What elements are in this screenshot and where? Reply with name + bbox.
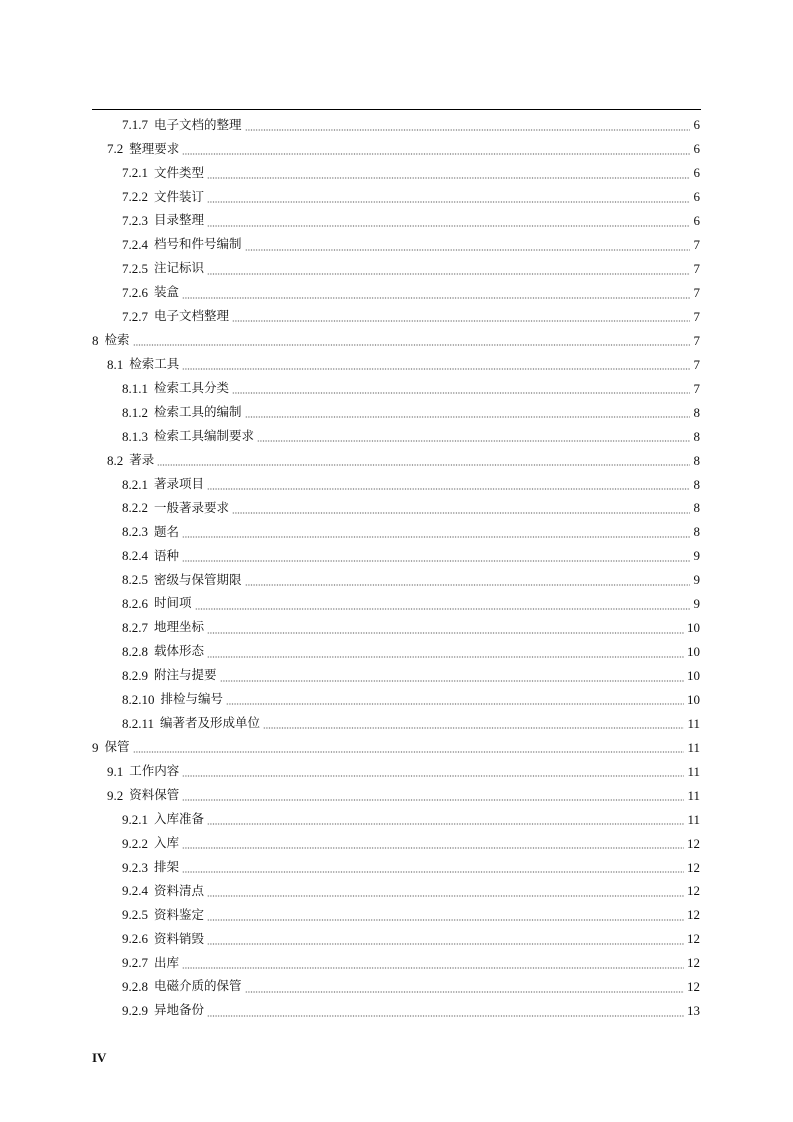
toc-entry-title: 检索工具 [129,356,180,372]
toc-entry[interactable] [92,424,700,448]
toc-entry-page: 12 [687,859,700,875]
toc-entry-page: 6 [693,165,700,181]
dot-leader [133,745,685,753]
dot-leader [182,961,684,969]
toc-entry-page: 10 [687,691,700,707]
toc-entry-number: 8.2.10 [122,691,155,707]
dot-leader [182,530,690,538]
toc-entry-page: 8 [693,476,700,492]
dot-leader [245,410,690,418]
header-rule [92,109,701,110]
toc-entry-title: 电子文档的整理 [154,116,242,132]
toc-entry[interactable] [92,831,700,855]
dot-leader [195,602,690,610]
dot-leader [182,793,684,801]
toc-entry-number: 9.2.5 [122,907,148,923]
toc-entry[interactable] [92,759,700,783]
toc-entry-number: 9.2.1 [122,811,148,827]
table-of-contents [92,113,700,1023]
dot-leader [182,362,690,370]
toc-entry-page: 6 [693,213,700,229]
dot-leader [245,123,690,131]
toc-entry-number: 8.2.3 [122,524,148,540]
dot-leader [207,937,684,945]
dot-leader [232,386,690,394]
toc-entry-page: 7 [693,237,700,253]
dot-leader [220,674,684,682]
toc-entry[interactable] [92,688,700,712]
toc-entry-page: 7 [693,380,700,396]
toc-entry-number: 7.2.4 [122,237,148,253]
toc-entry-page: 7 [693,356,700,372]
dot-leader [182,291,690,299]
toc-entry-title: 附注与提要 [154,667,217,683]
dot-leader [263,721,684,729]
toc-entry-number: 9.2 [107,787,124,803]
toc-entry[interactable] [92,496,700,520]
dot-leader [232,314,690,322]
toc-entry-page: 11 [687,811,700,827]
toc-entry-number: 9.2.8 [122,979,148,995]
dot-leader [226,697,684,705]
toc-entry-number: 8.1 [107,356,124,372]
toc-entry-page: 7 [693,285,700,301]
toc-entry-number: 9.2.2 [122,835,148,851]
toc-entry-number: 7.2.6 [122,285,148,301]
toc-entry-page: 11 [687,763,700,779]
toc-entry-title: 一般著录要求 [154,499,230,515]
toc-entry-page: 8 [693,404,700,420]
toc-entry-number: 7.2.5 [122,261,148,277]
toc-entry-title: 档号和件号编制 [154,236,242,252]
dot-leader [207,889,684,897]
toc-entry[interactable] [92,592,700,616]
toc-entry-page: 10 [687,668,700,684]
toc-entry-title: 载体形态 [154,643,205,659]
page-number: IV [92,1050,107,1065]
toc-entry-number: 7.2 [107,141,124,157]
toc-entry-number: 8.2 [107,452,124,468]
toc-entry[interactable] [92,185,700,209]
dot-leader [245,578,690,586]
dot-leader [207,195,690,203]
dot-leader [182,865,684,873]
toc-entry-title: 题名 [154,523,180,539]
toc-entry-number: 8 [92,332,99,348]
dot-leader [207,650,684,658]
toc-entry-number: 8.2.9 [122,668,148,684]
toc-entry-title: 文件装订 [154,188,205,204]
toc-entry-number: 9.2.3 [122,859,148,875]
toc-entry-page: 6 [693,117,700,133]
toc-entry-title: 检索 [104,332,130,348]
toc-entry-number: 7.2.3 [122,213,148,229]
toc-entry-page: 12 [687,883,700,899]
toc-entry-number: 8.2.7 [122,620,148,636]
toc-entry-number: 7.2.1 [122,165,148,181]
toc-entry-page: 12 [687,907,700,923]
toc-entry[interactable] [92,352,700,376]
toc-entry-page: 8 [693,428,700,444]
toc-entry[interactable] [92,903,700,927]
toc-entry-number: 8.1.1 [122,380,148,396]
toc-entry-page: 12 [687,835,700,851]
toc-entry-page: 12 [687,979,700,995]
toc-entry[interactable] [92,807,700,831]
toc-entry[interactable] [92,616,700,640]
dot-leader [257,434,690,442]
toc-entry-title: 著录 [129,451,155,467]
toc-entry-number: 8.2.11 [122,715,155,731]
toc-entry-title: 入库 [154,834,180,850]
toc-entry-number: 8.2.6 [122,596,148,612]
toc-entry[interactable] [92,257,700,281]
toc-entry-title: 地理坐标 [154,619,205,635]
toc-entry-title: 时间项 [154,595,192,611]
toc-entry-title: 出库 [154,954,180,970]
toc-entry-page: 7 [693,332,700,348]
toc-entry-page: 11 [687,739,700,755]
toc-entry-number: 8.2.2 [122,500,148,516]
toc-entry-number: 8.1.3 [122,428,148,444]
toc-entry-number: 7.2.7 [122,308,148,324]
toc-entry[interactable] [92,328,700,352]
toc-entry-title: 编著者及形成单位 [160,715,261,731]
toc-entry-number: 9.1 [107,763,124,779]
toc-entry-number: 9 [92,739,99,755]
dot-leader [245,243,690,251]
toc-entry[interactable] [92,233,700,257]
toc-entry-page: 11 [687,787,700,803]
toc-entry-title: 目录整理 [154,212,205,228]
toc-entry-number: 8.2.8 [122,644,148,660]
toc-entry-title: 语种 [154,547,180,563]
toc-entry-number: 9.2.9 [122,1003,148,1019]
dot-leader [207,171,690,179]
toc-entry[interactable] [92,376,700,400]
toc-entry-number: 9.2.6 [122,931,148,947]
toc-entry[interactable] [92,711,700,735]
toc-entry-title: 检索工具分类 [154,380,230,396]
dot-leader [207,482,690,490]
dot-leader [207,267,690,275]
toc-entry-title: 资料清点 [154,882,205,898]
dot-leader [232,506,690,514]
toc-entry-page: 8 [693,452,700,468]
toc-entry-title: 工作内容 [129,763,180,779]
toc-entry-title: 文件类型 [154,164,205,180]
toc-entry-page: 7 [693,261,700,277]
toc-entry[interactable] [92,113,700,137]
toc-entry[interactable] [92,520,700,544]
toc-entry[interactable] [92,640,700,664]
toc-entry-page: 10 [687,644,700,660]
toc-entry[interactable] [92,209,700,233]
dot-leader [182,841,684,849]
toc-entry-title: 保管 [104,739,130,755]
toc-entry-number: 8.2.4 [122,548,148,564]
toc-entry-page: 10 [687,620,700,636]
toc-entry-page: 6 [693,141,700,157]
dot-leader [157,458,690,466]
toc-entry-page: 12 [687,931,700,947]
toc-entry-title: 资料保管 [129,786,180,802]
toc-entry-title: 排检与编号 [160,691,224,707]
dot-leader [182,769,684,777]
toc-entry[interactable] [92,137,700,161]
dot-leader [207,913,684,921]
toc-entry-number: 8.2.1 [122,476,148,492]
toc-entry-title: 入库准备 [154,810,205,826]
toc-entry-number: 8.2.5 [122,572,148,588]
toc-entry-page: 7 [693,308,700,324]
toc-entry[interactable] [92,855,700,879]
dot-leader [182,554,690,562]
toc-entry-number: 7.2.2 [122,189,148,205]
toc-entry-title: 检索工具的编制 [154,403,242,419]
toc-entry-page: 11 [687,715,700,731]
toc-entry[interactable] [92,879,700,903]
dot-leader [207,817,684,825]
toc-entry-title: 电子文档整理 [154,308,230,324]
toc-entry-title: 装盒 [154,284,180,300]
toc-entry[interactable] [92,951,700,975]
toc-entry-page: 9 [693,572,700,588]
toc-entry[interactable] [92,735,700,759]
toc-entry-title: 资料销毁 [154,930,205,946]
toc-entry-title: 注记标识 [154,260,205,276]
toc-entry-title: 检索工具编制要求 [154,427,255,443]
toc-entry-title: 电磁介质的保管 [154,978,242,994]
toc-entry[interactable] [92,544,700,568]
toc-entry-title: 著录项目 [154,475,205,491]
toc-entry[interactable] [92,783,700,807]
toc-entry[interactable] [92,161,700,185]
toc-entry-number: 7.1.7 [122,117,148,133]
toc-entry[interactable] [92,999,700,1023]
toc-entry[interactable] [92,472,700,496]
toc-entry-page: 8 [693,524,700,540]
toc-entry[interactable] [92,927,700,951]
toc-entry-title: 资料鉴定 [154,906,205,922]
toc-entry-title: 整理要求 [129,140,180,156]
toc-entry[interactable] [92,975,700,999]
toc-entry-number: 8.1.2 [122,404,148,420]
toc-entry[interactable] [92,281,700,305]
dot-leader [207,626,684,634]
dot-leader [207,219,690,227]
toc-entry-page: 8 [693,500,700,516]
dot-leader [182,147,690,155]
toc-entry-number: 9.2.7 [122,955,148,971]
toc-entry[interactable] [92,568,700,592]
toc-entry-number: 9.2.4 [122,883,148,899]
toc-entry-page: 9 [693,596,700,612]
toc-entry[interactable] [92,448,700,472]
dot-leader [133,338,690,346]
toc-entry-page: 12 [687,955,700,971]
toc-entry-page: 6 [693,189,700,205]
toc-entry-page: 9 [693,548,700,564]
toc-entry-title: 异地备份 [154,1002,205,1018]
toc-entry[interactable] [92,305,700,329]
toc-entry-title: 密级与保管期限 [154,571,242,587]
toc-entry-page: 13 [687,1003,700,1019]
dot-leader [207,1009,684,1017]
toc-entry[interactable] [92,400,700,424]
dot-leader [245,985,684,993]
toc-entry[interactable] [92,664,700,688]
toc-entry-title: 排架 [154,858,180,874]
